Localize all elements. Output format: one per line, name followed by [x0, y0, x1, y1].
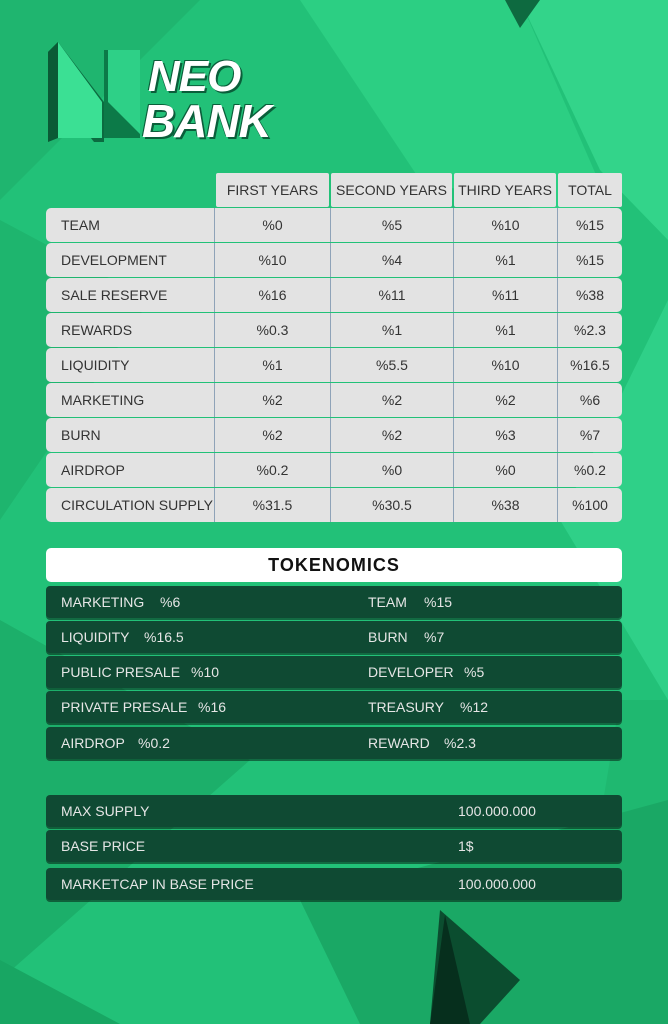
tokenomics-value: %15 [424, 594, 453, 610]
table-cell: %1 [453, 313, 557, 347]
table-cell: %3 [453, 418, 557, 452]
tokenomics-value: %5 [464, 664, 485, 680]
row-label-team: TEAM [46, 208, 214, 242]
tokenomics-value: %7 [424, 629, 445, 645]
tokenomics-value: %10 [191, 664, 220, 680]
table-cell: %4 [330, 243, 453, 277]
table-cell: %0 [453, 453, 557, 487]
table-cell: %38 [453, 488, 557, 522]
table-cell: %0 [330, 453, 453, 487]
row-label-circulation-supply: CIRCULATION SUPPLY [46, 488, 214, 522]
table-cell: %10 [214, 243, 330, 277]
row-label-rewards: REWARDS [46, 313, 214, 347]
table-cell: %0.3 [214, 313, 330, 347]
row-label-development: DEVELOPMENT [46, 243, 214, 277]
table-cell-total: %15 [557, 243, 622, 277]
table-cell: %5.5 [330, 348, 453, 382]
tokenomics-value: %16 [198, 699, 227, 715]
supply-label: MAX SUPPLY [61, 803, 150, 819]
tokenomics-label: AIRDROP [61, 735, 125, 751]
tokenomics-value: %0.2 [138, 735, 170, 751]
table-cell: %1 [330, 313, 453, 347]
tokenomics-row [46, 691, 622, 723]
neobank-logo [44, 42, 294, 146]
table-cell: %2 [453, 383, 557, 417]
table-cell: %16 [214, 278, 330, 312]
column-header-second-years: SECOND YEARS [331, 173, 452, 207]
table-cell: %30.5 [330, 488, 453, 522]
column-header-total: TOTAL [558, 173, 622, 207]
tokenomics-label: MARKETING [61, 594, 145, 610]
table-cell: %11 [330, 278, 453, 312]
supply-value: 100.000.000 [458, 803, 536, 819]
supply-value: 1$ [458, 838, 474, 854]
table-cell: %2 [214, 383, 330, 417]
table-cell: %0 [214, 208, 330, 242]
table-cell: %10 [453, 208, 557, 242]
table-cell-total: %6 [557, 383, 622, 417]
table-cell: %1 [453, 243, 557, 277]
tokenomics-label: REWARD [368, 735, 430, 751]
tokenomics-label: PUBLIC PRESALE [61, 664, 181, 680]
supply-label: BASE PRICE [61, 838, 146, 854]
table-cell-total: %7 [557, 418, 622, 452]
tokenomics-value: %6 [160, 594, 181, 610]
table-cell: %5 [330, 208, 453, 242]
tokenomics-label: TREASURY [368, 699, 444, 715]
tokenomics-value: %2.3 [444, 735, 476, 751]
row-label-sale-reserve: SALE RESERVE [46, 278, 214, 312]
table-cell-total: %16.5 [557, 348, 622, 382]
table-cell-total: %2.3 [557, 313, 622, 347]
tokenomics-label: PRIVATE PRESALE [61, 699, 188, 715]
table-cell: %1 [214, 348, 330, 382]
table-cell: %0.2 [214, 453, 330, 487]
table-cell-total: %38 [557, 278, 622, 312]
table-cell: %10 [453, 348, 557, 382]
column-header-first-years: FIRST YEARS [216, 173, 329, 207]
supply-row-max-supply [46, 795, 622, 827]
tokenomics-label: TEAM [368, 594, 407, 610]
row-label-marketing: MARKETING [46, 383, 214, 417]
table-cell: %31.5 [214, 488, 330, 522]
tokenomics-row [46, 586, 622, 618]
tokenomics-value: %12 [460, 699, 489, 715]
table-cell: %11 [453, 278, 557, 312]
tokenomics-row [46, 621, 622, 653]
tokenomics-label: BURN [368, 629, 408, 645]
tokenomics-row [46, 656, 622, 688]
row-label-liquidity: LIQUIDITY [46, 348, 214, 382]
table-cell-total: %0.2 [557, 453, 622, 487]
tokenomics-label: DEVELOPER [368, 664, 454, 680]
supply-row-marketcap [46, 868, 622, 900]
table-cell-total: %15 [557, 208, 622, 242]
tokenomics-title: TOKENOMICS [46, 548, 622, 582]
supply-value: 100.000.000 [458, 876, 536, 892]
column-header-third-years: THIRD YEARS [454, 173, 556, 207]
supply-label: MARKETCAP IN BASE PRICE [61, 876, 254, 892]
supply-row-base-price [46, 830, 622, 862]
logo-text-bank: BANK [142, 95, 271, 147]
logo-text-neo: NEO [148, 52, 241, 101]
row-label-burn: BURN [46, 418, 214, 452]
table-cell-total: %100 [557, 488, 622, 522]
row-label-airdrop: AIRDROP [46, 453, 214, 487]
tokenomics-label: LIQUIDITY [61, 629, 130, 645]
tokenomics-row [46, 727, 622, 759]
tokenomics-value: %16.5 [144, 629, 184, 645]
table-cell: %2 [330, 383, 453, 417]
table-cell: %2 [214, 418, 330, 452]
table-cell: %2 [330, 418, 453, 452]
